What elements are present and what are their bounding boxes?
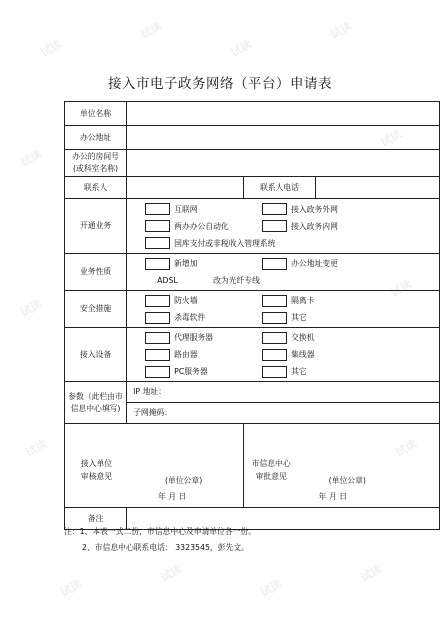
center-review-label-line1: 市信息中心 [251, 459, 291, 468]
office-address-label: 办公地址 [65, 126, 127, 150]
unit-name-label: 单位名称 [65, 102, 127, 126]
params-label-line2: 信息中心填写) [70, 403, 121, 413]
office-room-value[interactable] [127, 150, 440, 177]
service-label: 开通业务 [65, 199, 127, 254]
checkbox[interactable] [145, 312, 170, 324]
office-room-label-line1: 办公的房间号 [72, 152, 119, 161]
option-hub[interactable] [262, 349, 379, 361]
row-service [65, 199, 440, 254]
row-security [65, 291, 440, 328]
checkbox[interactable] [145, 258, 170, 270]
unit-review-cell[interactable] [65, 424, 244, 508]
row-ip [65, 382, 440, 403]
option-isolation-card[interactable] [262, 295, 379, 307]
notes [64, 524, 256, 556]
unit-review-label-line2: 审核意见 [80, 472, 113, 481]
watermark: 试读 [328, 19, 355, 42]
ip-label: IP 地址： [133, 387, 166, 396]
center-seal: (单位公章) [328, 476, 366, 485]
contact-phone-label: 联系人电话 [243, 177, 316, 199]
watermark: 试读 [393, 437, 420, 460]
checkbox[interactable] [145, 349, 170, 361]
option-label: PC服务器 [174, 367, 208, 376]
option-label: 两办办公自动化 [174, 221, 229, 231]
option-label: 接入政务外网 [291, 204, 338, 214]
option-label: 交换机 [291, 333, 315, 342]
option-label: 接入政务内网 [291, 221, 338, 231]
security-options [127, 291, 440, 328]
row-contact [65, 177, 440, 199]
checkbox[interactable] [262, 312, 287, 324]
subnet-mask-field[interactable] [127, 403, 440, 424]
contact-person-label: 联系人 [65, 177, 127, 199]
option-label: 隔离卡 [291, 296, 315, 305]
checkbox[interactable] [145, 295, 170, 307]
application-form [64, 101, 440, 530]
checkbox[interactable] [262, 258, 287, 270]
nature-label: 业务性质 [65, 254, 127, 291]
option-label: 互联网 [174, 204, 198, 214]
option-internet[interactable] [145, 203, 262, 215]
unit-review-label-line1: 接入单位 [80, 459, 113, 468]
checkbox[interactable] [262, 203, 287, 215]
checkbox[interactable] [145, 203, 170, 215]
row-office-address [65, 126, 440, 150]
option-office-automation[interactable] [145, 220, 262, 232]
option-address-change[interactable] [262, 258, 379, 270]
office-room-label [65, 150, 127, 177]
row-review [65, 424, 440, 508]
office-address-value[interactable] [127, 126, 440, 150]
checkbox[interactable] [262, 332, 287, 344]
watermark: 试读 [388, 277, 415, 300]
contact-phone-value[interactable] [316, 177, 440, 199]
row-devices [65, 328, 440, 382]
page-title: 接入市电子政务网络（平台）申请表 [108, 76, 332, 92]
subnet-mask-label: 子网掩码： [133, 408, 173, 417]
option-firewall[interactable] [145, 295, 262, 307]
option-antivirus[interactable] [145, 312, 262, 324]
option-label: 代理服务器 [174, 333, 214, 342]
option-gov-intranet[interactable] [262, 220, 379, 232]
checkbox[interactable] [145, 237, 170, 249]
option-label: 其它 [291, 367, 307, 376]
option-proxy-server[interactable] [145, 332, 262, 344]
fiber-text: 改为光纤专线 [213, 276, 260, 285]
option-label: 国库支付或非税收入管理系统 [174, 238, 276, 248]
unit-seal: (单位公章) [165, 476, 203, 485]
option-new[interactable] [145, 258, 262, 270]
option-label: 杀毒软件 [174, 313, 206, 322]
center-review-date: 年 月 日 [318, 492, 348, 501]
watermark: 试读 [18, 297, 45, 320]
contact-person-value[interactable] [127, 177, 244, 199]
office-room-label-line2: (或科室名称) [73, 164, 119, 173]
unit-review-label [65, 457, 128, 483]
note-line-2: 2、市信息中心联系电话： 3323545，彭先文。 [82, 543, 249, 552]
option-label: 其它 [291, 313, 307, 322]
option-label: 防火墙 [174, 296, 198, 305]
checkbox[interactable] [145, 332, 170, 344]
center-review-cell[interactable] [243, 424, 439, 508]
option-gov-extranet[interactable] [262, 203, 379, 215]
devices-options [127, 328, 440, 382]
row-office-room [65, 150, 440, 177]
unit-name-value[interactable] [127, 102, 440, 126]
watermark: 试读 [23, 437, 50, 460]
option-treasury-system[interactable] [145, 237, 275, 249]
option-switch[interactable] [262, 332, 379, 344]
option-pc-server[interactable] [145, 366, 262, 378]
center-review-label-line2: 审批意见 [255, 472, 287, 481]
params-label-line1: 参数（此栏由市 [68, 391, 123, 401]
unit-review-date: 年 月 日 [158, 492, 187, 501]
checkbox[interactable] [262, 295, 287, 307]
option-label: 办公地址变更 [291, 259, 338, 268]
watermark: 试读 [58, 577, 85, 600]
nature-options [127, 254, 440, 291]
params-label [65, 382, 127, 424]
option-label: 新增加 [174, 259, 198, 268]
watermark: 试读 [228, 37, 255, 60]
option-adsl-to-fiber[interactable] [127, 272, 439, 289]
watermark: 试读 [18, 147, 45, 170]
note-line-1: 注：1、本表一式二份，市信息中心及申请单位各一份。 [64, 527, 257, 536]
watermark: 试读 [258, 577, 285, 600]
security-label: 安全措施 [65, 291, 127, 328]
option-security-other[interactable] [262, 312, 379, 324]
service-options [127, 199, 440, 254]
checkbox[interactable] [262, 366, 287, 378]
ip-field[interactable] [127, 382, 440, 403]
row-nature [65, 254, 440, 291]
watermark: 试读 [138, 19, 165, 42]
option-devices-other[interactable] [262, 366, 379, 378]
remarks-label: 备注 [65, 508, 127, 530]
option-router[interactable] [145, 349, 262, 361]
watermark: 试读 [38, 37, 65, 60]
option-label: 集线器 [291, 350, 315, 359]
checkbox[interactable] [145, 220, 170, 232]
adsl-text: ADSL [157, 276, 178, 285]
row-unit-name [65, 102, 440, 126]
checkbox[interactable] [145, 366, 170, 378]
checkbox[interactable] [262, 349, 287, 361]
checkbox[interactable] [262, 220, 287, 232]
devices-label: 接入设备 [65, 328, 127, 382]
watermark: 试读 [358, 562, 385, 585]
option-label: 路由器 [174, 350, 198, 359]
watermark: 试读 [378, 127, 405, 150]
center-review-label [244, 457, 299, 483]
watermark: 试读 [158, 562, 185, 585]
